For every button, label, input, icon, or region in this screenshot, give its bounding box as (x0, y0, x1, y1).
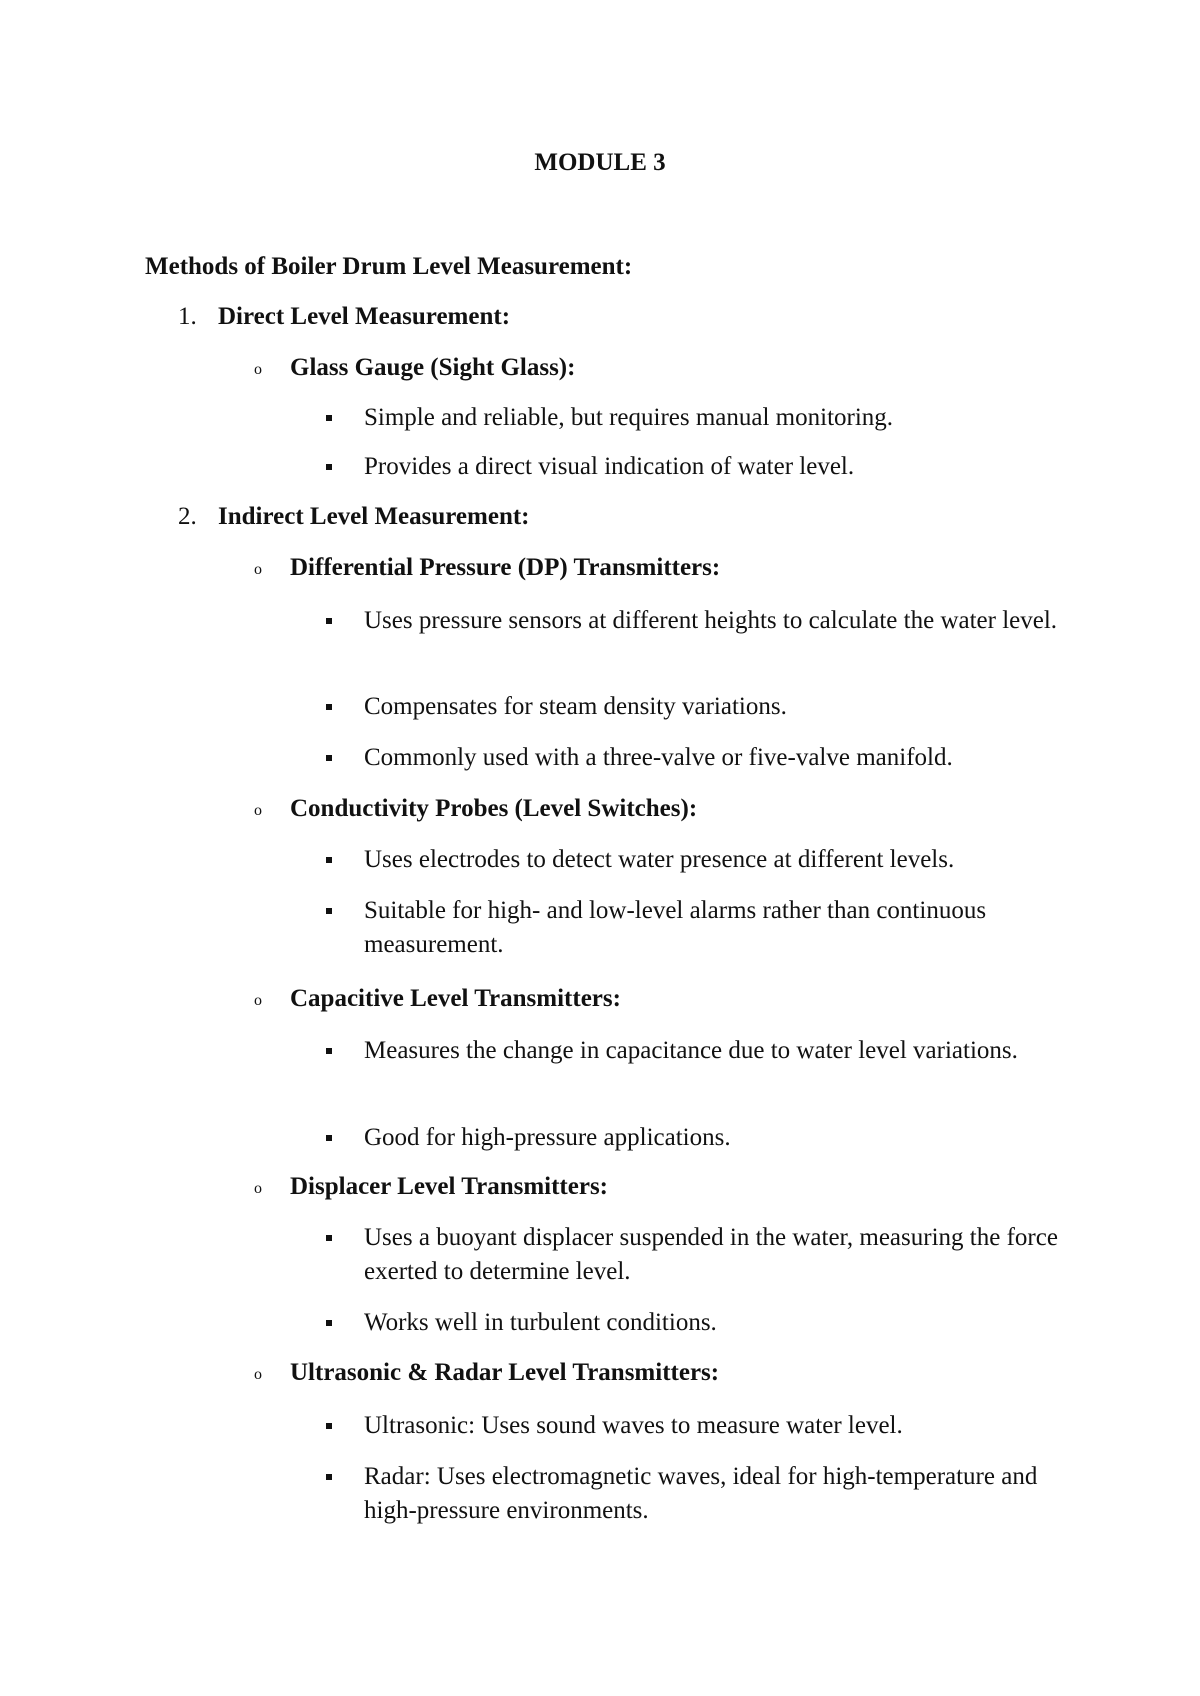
numbered-item-indirect (178, 500, 530, 534)
method-label: Differential Pressure (DP) Transmitters: (290, 554, 721, 581)
method-conductivity-probes (254, 792, 697, 828)
square-bullet-icon (326, 1048, 332, 1054)
method-label: Ultrasonic & Radar Level Transmitters: (290, 1359, 720, 1386)
list-item: Uses pressure sensors at different heights to calculate the water level. (326, 604, 1066, 638)
section-heading: Methods of Boiler Drum Level Measurement: (145, 253, 633, 280)
method-ultrasonic-radar (254, 1356, 719, 1392)
list-item: Provides a direct visual indication of water level. (326, 450, 1066, 484)
circle-bullet-icon: o (254, 992, 262, 1009)
square-bullet-icon (326, 857, 332, 863)
circle-bullet-icon: o (254, 802, 262, 819)
square-bullet-icon (326, 908, 332, 914)
square-bullet-icon (326, 1135, 332, 1141)
list-item: Good for high-pressure applications. (326, 1121, 1066, 1155)
method-glass-gauge (254, 351, 575, 387)
list-item: Ultrasonic: Uses sound waves to measure water level. (326, 1409, 1066, 1443)
square-bullet-icon (326, 618, 332, 624)
circle-bullet-icon: o (254, 1180, 262, 1197)
list-item: Compensates for steam density variations. (326, 690, 1066, 724)
list-item: Uses electrodes to detect water presence at different levels. (326, 843, 1066, 877)
square-bullet-icon (326, 1320, 332, 1326)
circle-bullet-icon: o (254, 1366, 262, 1383)
square-bullet-icon (326, 1474, 332, 1480)
square-bullet-icon (326, 1423, 332, 1429)
method-displacer (254, 1170, 608, 1206)
circle-bullet-icon: o (254, 361, 262, 378)
item-number: 1. (178, 303, 197, 330)
method-label: Displacer Level Transmitters: (290, 1173, 608, 1200)
method-dp-transmitters (254, 551, 720, 587)
list-item: Suitable for high- and low-level alarms rather than continuous measurement. (326, 894, 1066, 962)
square-bullet-icon (326, 415, 332, 421)
list-item: Commonly used with a three-valve or five-valve manifold. (326, 741, 1066, 775)
list-item: Simple and reliable, but requires manual monitoring. (326, 401, 1066, 435)
list-item: Measures the change in capacitance due to water level variations. (326, 1034, 1066, 1068)
circle-bullet-icon: o (254, 561, 262, 578)
method-label: Capacitive Level Transmitters: (290, 985, 621, 1012)
list-item: Uses a buoyant displacer suspended in the water, measuring the force exerted to determine level. (326, 1221, 1066, 1289)
document-title: MODULE 3 (534, 149, 666, 176)
method-label: Conductivity Probes (Level Switches): (290, 795, 698, 822)
method-label: Glass Gauge (Sight Glass): (290, 354, 576, 381)
method-capacitive (254, 982, 621, 1018)
square-bullet-icon (326, 464, 332, 470)
item-label: Indirect Level Measurement: (218, 503, 530, 530)
square-bullet-icon (326, 755, 332, 761)
square-bullet-icon (326, 704, 332, 710)
list-item: Works well in turbulent conditions. (326, 1306, 1066, 1340)
list-item: Radar: Uses electromagnetic waves, ideal for high-temperature and high-pressure environments. (326, 1460, 1066, 1528)
numbered-item-direct (178, 300, 510, 334)
square-bullet-icon (326, 1235, 332, 1241)
item-number: 2. (178, 503, 197, 530)
item-label: Direct Level Measurement: (218, 303, 511, 330)
